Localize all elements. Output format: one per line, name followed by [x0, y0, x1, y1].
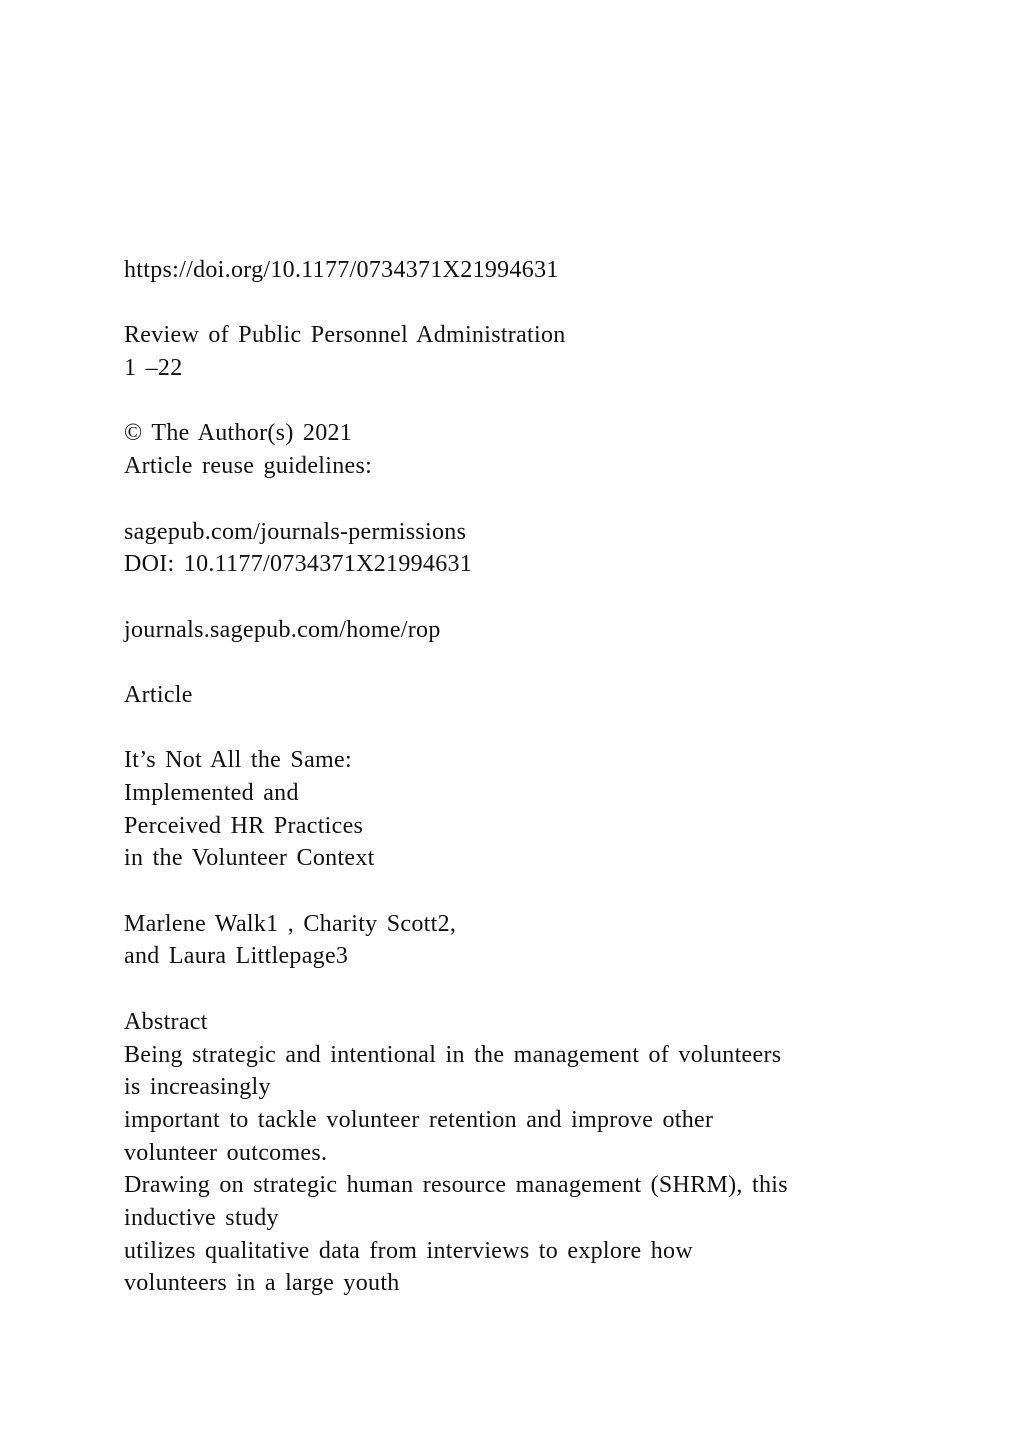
title-line: Implemented and [124, 780, 299, 806]
spacer [124, 287, 924, 320]
title-line: Perceived HR Practices [124, 812, 364, 839]
document-page [124, 254, 924, 1300]
spacer [124, 712, 924, 745]
permissions-url[interactable]: sagepub.com/journals-permissions [124, 518, 467, 545]
spacer [124, 973, 924, 1006]
doi-text: DOI: 10.1177/0734371X21994631 [124, 551, 473, 578]
abstract-line: inductive study [124, 1204, 279, 1231]
journal-name: Review of Public Personnel Administration [124, 322, 566, 349]
abstract-line: volunteer outcomes. [124, 1139, 328, 1166]
copyright-notice: © The Author(s) 2021 [124, 420, 353, 447]
doi-url[interactable]: https://doi.org/10.1177/0734371X21994631 [124, 257, 559, 283]
abstract-line: important to tackle volunteer retention and improve other [124, 1106, 714, 1133]
abstract-line: Drawing on strategic human resource management (SHRM), this [124, 1172, 788, 1199]
title-line: in the Volunteer Context [124, 845, 375, 872]
author-line: and Laura Littlepage3 [124, 943, 349, 970]
article-title [124, 744, 924, 875]
abstract-line: Being strategic and intentional in the management of volunteers [124, 1041, 782, 1068]
title-line: It’s Not All the Same: [124, 747, 352, 774]
abstract-line: utilizes qualitative data from interviews to explore how [124, 1237, 693, 1264]
author-line: Marlene Walk1 , Charity Scott2, [124, 910, 457, 937]
page-range: 1 –22 [124, 355, 183, 382]
reuse-label: Article reuse guidelines: [124, 453, 373, 480]
spacer [124, 646, 924, 679]
abstract-heading: Abstract [124, 1008, 208, 1035]
spacer [124, 581, 924, 614]
abstract-body [124, 1039, 924, 1301]
abstract-line: is increasingly [124, 1074, 271, 1101]
journal-url[interactable]: journals.sagepub.com/home/rop [124, 616, 441, 643]
article-type: Article [124, 681, 193, 708]
spacer [124, 385, 924, 418]
abstract-line: volunteers in a large youth [124, 1270, 400, 1297]
author-list [124, 908, 924, 973]
spacer [124, 483, 924, 516]
spacer [124, 875, 924, 908]
